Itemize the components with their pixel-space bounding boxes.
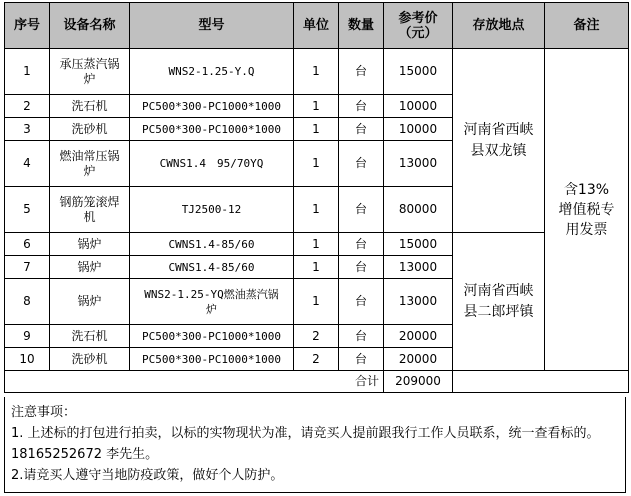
cell-unit: 1 <box>294 233 339 256</box>
cell-remark: 含13%增值税专用发票 <box>545 49 629 371</box>
cell-no: 8 <box>5 279 50 325</box>
notes-title: 注意事项： <box>11 405 77 420</box>
cell-unit: 1 <box>294 118 339 141</box>
cell-unit: 1 <box>294 256 339 279</box>
cell-price: 20000 <box>384 325 453 348</box>
cell-no: 4 <box>5 141 50 187</box>
header-cell-model: 型号 <box>130 3 294 49</box>
equipment-table <box>4 2 629 393</box>
cell-price: 13000 <box>384 141 453 187</box>
header-cell-name: 设备名称 <box>50 3 130 49</box>
cell-unit: 1 <box>294 95 339 118</box>
cell-qty: 台 <box>339 233 384 256</box>
cell-price: 10000 <box>384 118 453 141</box>
cell-name: 锅炉 <box>50 256 130 279</box>
cell-no: 9 <box>5 325 50 348</box>
cell-no: 6 <box>5 233 50 256</box>
cell-qty: 台 <box>339 49 384 95</box>
cell-location-2: 河南省西峡县二郎坪镇 <box>453 233 545 371</box>
total-empty-cell <box>453 371 629 393</box>
cell-no: 2 <box>5 95 50 118</box>
cell-model: TJ2500-12 <box>130 187 294 233</box>
cell-unit: 1 <box>294 279 339 325</box>
cell-price: 20000 <box>384 348 453 371</box>
cell-unit: 2 <box>294 325 339 348</box>
total-value: 209000 <box>384 371 453 393</box>
notes-line-2: 2.请竞买人遵守当地防疫政策，做好个人防护。 <box>11 468 284 483</box>
cell-qty: 台 <box>339 141 384 187</box>
cell-model: PC500*300-PC1000*1000 <box>130 348 294 371</box>
notes-section <box>4 397 626 493</box>
header-cell-no: 序号 <box>5 3 50 49</box>
header-cell-location: 存放地点 <box>453 3 545 49</box>
cell-model: CWNS1.4-85/60 <box>130 256 294 279</box>
cell-name: 洗砂机 <box>50 118 130 141</box>
total-row <box>5 371 629 393</box>
header-cell-unit: 单位 <box>294 3 339 49</box>
cell-name: 锅炉 <box>50 279 130 325</box>
cell-no: 7 <box>5 256 50 279</box>
cell-model: WNS2-1.25-YQ燃油蒸汽锅炉 <box>130 279 294 325</box>
table-row <box>5 49 629 95</box>
cell-price: 13000 <box>384 279 453 325</box>
cell-no: 1 <box>5 49 50 95</box>
notes-line-1: 1. 上述标的打包进行拍卖，以标的实物现状为准，请竞买人提前跟我行工作人员联系，统一查看标的。18165252672 李先生。 <box>11 426 600 462</box>
cell-location-1: 河南省西峡县双龙镇 <box>453 49 545 233</box>
cell-name: 锅炉 <box>50 233 130 256</box>
cell-no: 3 <box>5 118 50 141</box>
cell-unit: 2 <box>294 348 339 371</box>
table-header-row <box>5 3 629 49</box>
header-cell-price: 参考价（元） <box>384 3 453 49</box>
cell-qty: 台 <box>339 348 384 371</box>
cell-model: CWNS1.4 95/70YQ <box>130 141 294 187</box>
cell-name: 承压蒸汽锅炉 <box>50 49 130 95</box>
cell-name: 洗石机 <box>50 325 130 348</box>
cell-unit: 1 <box>294 49 339 95</box>
cell-price: 10000 <box>384 95 453 118</box>
cell-name: 燃油常压锅炉 <box>50 141 130 187</box>
header-cell-remark: 备注 <box>545 3 629 49</box>
cell-model: WNS2-1.25-Y.Q <box>130 49 294 95</box>
table-row <box>5 233 629 256</box>
cell-price: 15000 <box>384 49 453 95</box>
cell-name: 钢筋笼滚焊机 <box>50 187 130 233</box>
cell-qty: 台 <box>339 256 384 279</box>
cell-unit: 1 <box>294 141 339 187</box>
cell-no: 10 <box>5 348 50 371</box>
total-label: 合计 <box>5 371 384 393</box>
cell-qty: 台 <box>339 187 384 233</box>
cell-price: 80000 <box>384 187 453 233</box>
cell-price: 13000 <box>384 256 453 279</box>
cell-price: 15000 <box>384 233 453 256</box>
cell-no: 5 <box>5 187 50 233</box>
header-cell-qty: 数量 <box>339 3 384 49</box>
cell-model: PC500*300-PC1000*1000 <box>130 118 294 141</box>
cell-qty: 台 <box>339 325 384 348</box>
cell-name: 洗砂机 <box>50 348 130 371</box>
cell-model: CWNS1.4-85/60 <box>130 233 294 256</box>
cell-name: 洗石机 <box>50 95 130 118</box>
cell-qty: 台 <box>339 118 384 141</box>
cell-unit: 1 <box>294 187 339 233</box>
cell-model: PC500*300-PC1000*1000 <box>130 95 294 118</box>
cell-model: PC500*300-PC1000*1000 <box>130 325 294 348</box>
cell-qty: 台 <box>339 279 384 325</box>
cell-qty: 台 <box>339 95 384 118</box>
